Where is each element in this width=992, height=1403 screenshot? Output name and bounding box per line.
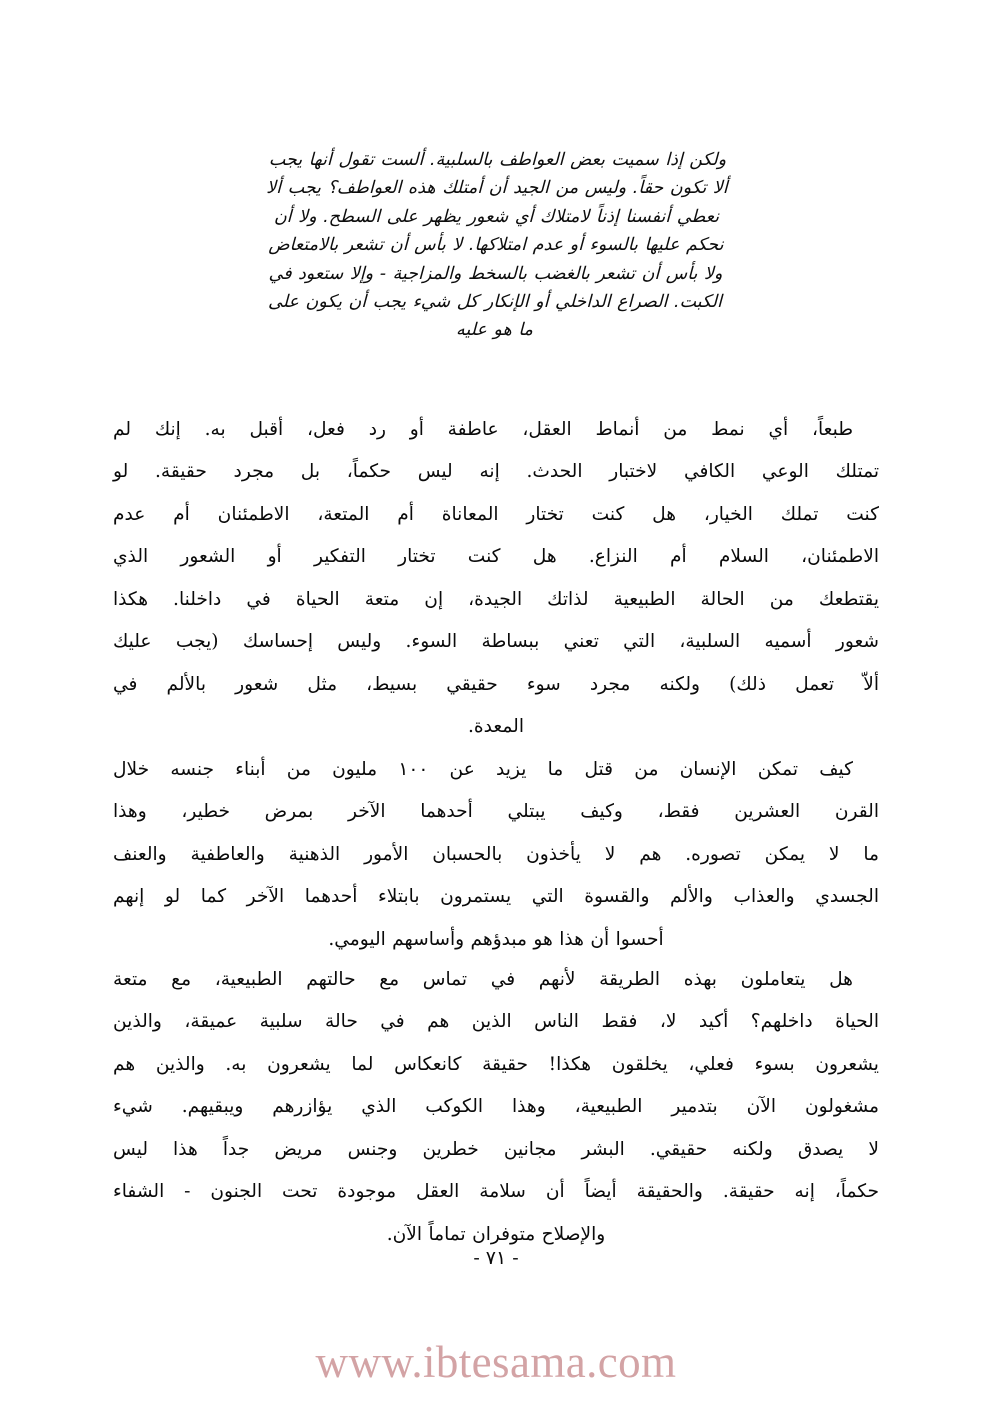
paragraph-line: يشعرون بسوء فعلي، يخلقون هكذا! حقيقة كانعكاس لما يشعرون به. والذين هم: [113, 1053, 879, 1075]
quotation-block: [250, 146, 741, 345]
quote-line: الكبت. الصراع الداخلي أو الإنكار كل شيء يجب أن يكون على: [267, 291, 723, 312]
body-paragraph: [113, 959, 879, 1257]
quote-line: ولا بأس أن تشعر بالغضب بالسخط والمزاجية - وإلا ستعود في: [268, 263, 723, 284]
paragraph-line: لا يصدق ولكنه حقيقي. البشر مجانين خطرين وجنس مريض جداً هذا ليس: [113, 1138, 879, 1160]
paragraph-line-text: كيف تمكن الإنسان من قتل ما يزيد عن ١٠٠ مليون من أبناء جنسه خلال: [113, 758, 853, 780]
paragraph-line: [113, 749, 879, 792]
paragraph-line: الحياة داخلهم؟ أكيد لا، فقط الناس الذين هم في حالة سلبية عميقة، والذين: [113, 1011, 879, 1033]
paragraph-line: شعور أسميه السلبية، التي تعني ببساطة السوء. وليس إحساسك (يجب عليك: [113, 631, 879, 653]
paragraph-line: مشغولون الآن بتدمير الطبيعية، وهذا الكوكب الذي يؤازرهم ويبقيهم. شيء: [113, 1096, 879, 1118]
paragraph-line-text: هل يتعاملون بهذه الطريقة لأنهم في تماس مع حالتهم الطبيعية، مع متعة: [113, 968, 853, 990]
body-paragraph: [113, 409, 879, 749]
paragraph-line: الجسدي والعذاب والألم والقسوة التي يستمرون بابتلاء أحدهما الآخر كما لو إنهم: [113, 886, 879, 908]
quote-line: نحكم عليها بالسوء أو عدم امتلاكها. لا بأس أن تشعر بالامتعاض: [268, 234, 724, 255]
paragraph-line: الاطمئنان، السلام أم النزاع. هل كنت تختار التفكير أو الشعور الذي: [113, 546, 879, 568]
quote-line: ولكن إذا سميت بعض العواطف بالسلبية. ألست تقول أنها يجب: [268, 149, 727, 170]
paragraph-line: حكماً، إنه حقيقة. والحقيقة أيضاً أن سلامة العقل موجودة تحت الجنون - الشفاء: [113, 1181, 879, 1203]
paragraph-line: ما لا يمكن تصوره. هم لا يأخذون بالحسبان الأمور الذهنية والعاطفية والعنف: [113, 843, 879, 865]
paragraph-line: [113, 959, 879, 1002]
paragraph-line: أحسوا أن هذا هو مبدؤهم وأساسهم اليومي.: [328, 928, 664, 950]
page-number: - ٧١ -: [473, 1247, 519, 1269]
quote-line: نعطي أنفسنا إذناً لامتلاك أي شعور يظهر على السطح. ولا أن: [273, 206, 720, 227]
quote-line: ما هو عليه: [455, 319, 534, 340]
body-paragraph: [113, 749, 879, 962]
paragraph-line: [113, 409, 879, 452]
paragraph-line: المعدة.: [468, 716, 524, 738]
paragraph-line: يقتطعك من الحالة الطبيعية لذاتك الجيدة، إن متعة الحياة في داخلنا. هكذا: [113, 588, 879, 610]
paragraph-line-text: طبعاً، أي نمط من أنماط العقل، عاطفة أو رد فعل، أقبل به. إنك لم: [113, 418, 853, 440]
paragraph-line: كنت تملك الخيار، هل كنت تختار المعاناة أم المتعة، الاطمئنان أم عدم: [113, 503, 879, 525]
site-watermark: www.ibtesama.com: [315, 1337, 677, 1387]
paragraph-line: تمتلك الوعي الكافي لاختبار الحدث. إنه ليس حكماً، بل مجرد حقيقة. لو: [113, 461, 879, 483]
paragraph-line: القرن العشرين فقط، وكيف يبتلي أحدهما الآخر بمرض خطير، وهذا: [113, 801, 879, 823]
paragraph-line: والإصلاح متوفران تماماً الآن.: [386, 1223, 606, 1245]
paragraph-line: ألاّ تعمل ذلك) ولكنه مجرد سوء حقيقي بسيط، مثل شعور بالألم في: [113, 673, 879, 695]
quote-line: ألا تكون حقاً. وليس من الجيد أن أمتلك هذه العواطف؟ يجب ألا: [266, 177, 728, 198]
